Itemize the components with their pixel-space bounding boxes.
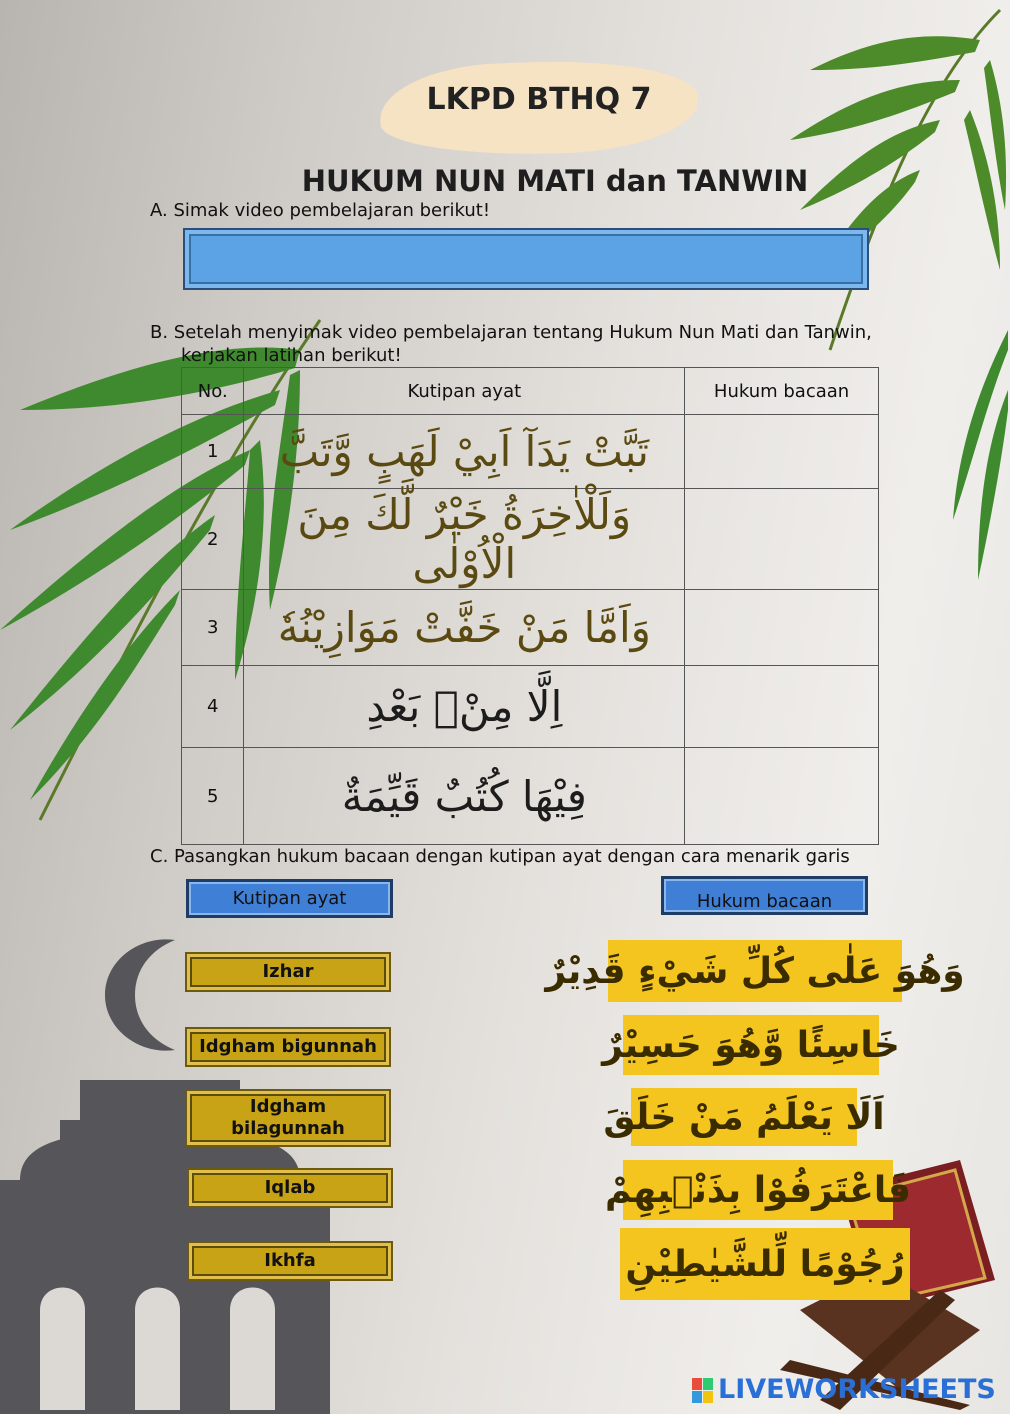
match-hukum-iqlab[interactable]: Iqlab bbox=[187, 1168, 393, 1208]
match-hukum-idgham-bigunnah[interactable]: Idgham bigunnah bbox=[185, 1027, 391, 1067]
section-c-instruction: C. Pasangkan hukum bacaan dengan kutipan ayat dengan cara menarik garis bbox=[150, 846, 850, 867]
table-row bbox=[182, 590, 879, 666]
exercise-table bbox=[181, 367, 879, 845]
liveworksheets-logo-icon bbox=[692, 1378, 714, 1404]
hukum-answer-cell[interactable] bbox=[685, 748, 879, 845]
hukum-answer-cell[interactable] bbox=[685, 666, 879, 748]
row-number: 1 bbox=[182, 415, 244, 489]
ayat-text: وَلَلْاٰخِرَةُ خَيْرٌ لَّكَ مِنَ الْاُوْلٰى bbox=[244, 489, 685, 590]
match-right-header: Hukum bacaan bbox=[661, 876, 868, 915]
match-ayat-3[interactable]: اَلَا يَعْلَمُ مَنْ خَلَقَ bbox=[631, 1088, 857, 1146]
table-row bbox=[182, 489, 879, 590]
row-number: 5 bbox=[182, 748, 244, 845]
match-hukum-idgham-bilagunnah[interactable]: Idgham bilagunnah bbox=[185, 1089, 391, 1147]
row-number: 3 bbox=[182, 590, 244, 666]
worksheet-title: LKPD BTHQ 7 bbox=[426, 82, 652, 117]
ayat-text: اِلَّا مِنْۢ بَعْدِ bbox=[244, 666, 685, 748]
header-no: No. bbox=[182, 368, 244, 415]
match-ayat-5[interactable]: رُجُوْمًا لِّلشَّيٰطِيْنِ bbox=[620, 1228, 910, 1300]
match-ayat-2[interactable]: خَاسِئًا وَّهُوَ حَسِيْرٌ bbox=[623, 1015, 879, 1075]
row-number: 2 bbox=[182, 489, 244, 590]
table-row bbox=[182, 748, 879, 845]
match-ayat-1[interactable]: وَهُوَ عَلٰى كُلِّ شَيْءٍ قَدِيْرٌ bbox=[608, 940, 902, 1002]
header-kutipan-ayat: Kutipan ayat bbox=[244, 368, 685, 415]
hukum-answer-cell[interactable] bbox=[685, 590, 879, 666]
row-number: 4 bbox=[182, 666, 244, 748]
palm-leaf-right-mid bbox=[948, 330, 1008, 590]
header-hukum-bacaan: Hukum bacaan bbox=[685, 368, 879, 415]
hukum-answer-cell[interactable] bbox=[685, 489, 879, 590]
section-a-instruction: A. Simak video pembelajaran berikut! bbox=[150, 200, 491, 221]
video-embed-bar[interactable] bbox=[183, 228, 869, 290]
match-hukum-ikhfa[interactable]: Ikhfa bbox=[187, 1241, 393, 1281]
ayat-text: فِيْهَا كُتُبٌ قَيِّمَةٌ bbox=[244, 748, 685, 845]
section-b-instruction-line1: B. Setelah menyimak video pembelajaran tentang Hukum Nun Mati dan Tanwin, bbox=[150, 322, 872, 343]
liveworksheets-brand-text: LIVEWORKSHEETS bbox=[718, 1374, 996, 1405]
match-left-header: Kutipan ayat bbox=[186, 879, 393, 918]
ayat-text: وَاَمَّا مَنْ خَفَّتْ مَوَازِيْنُهٗ bbox=[244, 590, 685, 666]
ayat-text: تَبَّتْ يَدَآ اَبِيْ لَهَبٍ وَّتَبَّ bbox=[244, 415, 685, 489]
match-ayat-4[interactable]: فَاعْتَرَفُوْا بِذَنْۢبِهِمْ bbox=[623, 1160, 893, 1220]
table-header-row bbox=[182, 368, 879, 415]
section-b-instruction-line2: kerjakan latihan berikut! bbox=[181, 345, 402, 366]
hukum-answer-cell[interactable] bbox=[685, 415, 879, 489]
table-row bbox=[182, 666, 879, 748]
match-hukum-izhar[interactable]: Izhar bbox=[185, 952, 391, 992]
worksheet-subtitle: HUKUM NUN MATI dan TANWIN bbox=[301, 164, 809, 198]
table-row bbox=[182, 415, 879, 489]
